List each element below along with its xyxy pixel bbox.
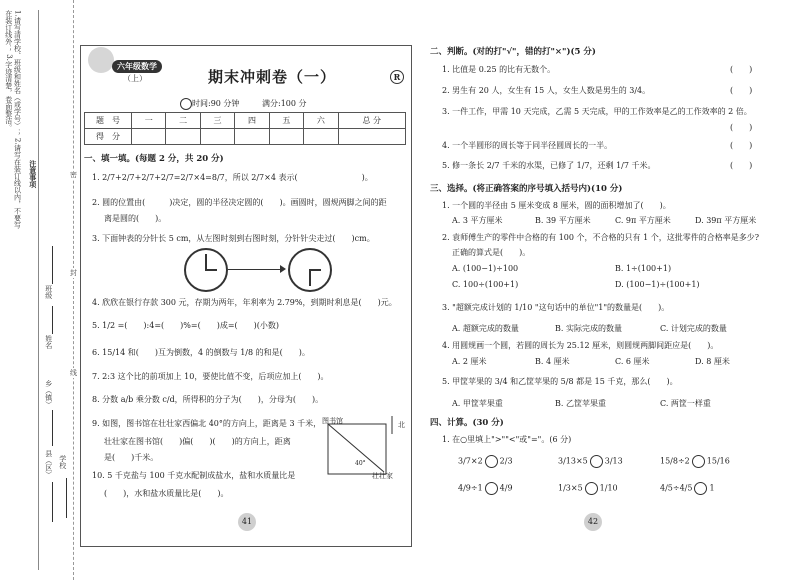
clock-arrow-line — [228, 269, 284, 270]
score-header-cell: 五 — [269, 113, 303, 129]
field-county-line — [52, 482, 53, 522]
question-8: 8. 分数 a/b 乘分数 c/d，所得积的分子为( )，分母为( )。 — [92, 395, 324, 404]
choice-1-opt-d: D. 39π 平方厘米 — [695, 216, 757, 225]
choice-1-opt-a: A. 3 平方厘米 — [452, 216, 503, 225]
cut-mark-3: 线 — [70, 369, 77, 377]
choice-4: 4. 用圆规画一个圆，若圆的周长为 25.12 厘米，则圆规两脚间距应是( )。 — [442, 341, 719, 350]
choice-4-opt-a: A. 2 厘米 — [452, 357, 487, 366]
compare-circle[interactable] — [590, 455, 603, 468]
choice-2-opt-c: C. 100÷(100+1) — [452, 280, 519, 289]
choice-1-opt-c: C. 9π 平方厘米 — [615, 216, 671, 225]
calc-1: 1. 在○里填上">""<"或"="。(6 分) — [442, 435, 572, 444]
score-header-cell: 总 分 — [338, 113, 405, 129]
choice-2-opt-b: B. 1÷(100+1) — [615, 264, 672, 273]
field-class-line — [52, 246, 53, 284]
judge-3-answer[interactable]: ( ) — [730, 123, 753, 132]
compare-item — [458, 455, 513, 468]
compare-right: 2/3 — [499, 456, 513, 466]
field-name: 姓名 — [44, 335, 53, 349]
score-header-cell: 一 — [132, 113, 166, 129]
section-4-heading: 四、计算。(30 分) — [430, 418, 504, 428]
score-header-cell: 六 — [304, 113, 338, 129]
field-town: 乡（镇） — [44, 380, 53, 408]
question-2-cont: 离是圆的( )。 — [104, 214, 167, 223]
score-table — [84, 112, 406, 145]
score-input-cell[interactable] — [304, 129, 338, 145]
choice-1-opt-b: B. 39 平方厘米 — [535, 216, 591, 225]
score-header-cell: 题 号 — [85, 113, 132, 129]
judge-4: 4. 一个半圆形的周长等于同半径圆周长的一半。 — [442, 141, 613, 150]
score-input-cell[interactable] — [269, 129, 303, 145]
choice-5: 5. 甲筐苹果的 3/4 和乙筐苹果的 5/8 都是 15 千克，那么( )。 — [442, 377, 678, 386]
choice-2-opt-d: D. (100−1)÷(100+1) — [615, 280, 700, 289]
compare-right: 4/9 — [499, 483, 513, 493]
compare-circle[interactable] — [694, 482, 707, 495]
choice-2-opt-a: A. (100−1)÷100 — [452, 264, 519, 273]
judge-5-answer[interactable]: ( ) — [730, 161, 753, 170]
choice-4-opt-b: B. 4 厘米 — [535, 357, 570, 366]
question-4: 4. 欣欣在银行存款 300 元，存期为两年，年利率为 2.79%，到期时利息是( )元。 — [92, 298, 397, 307]
judge-5: 5. 修一条长 2/7 千米的水渠，已修了 1/7，还剩 1/7 千米。 — [442, 161, 656, 170]
choice-3: 3. "超额完成计划的 1/10 "这句话中的单位"1"的数量是( )。 — [442, 303, 670, 312]
page-number-left: 41 — [238, 513, 256, 531]
question-7: 7. 2:3 这个比的前项加上 10，要使比值不变，后项应加上( )。 — [92, 372, 329, 381]
field-name-line — [52, 306, 53, 334]
field-school: 学校 — [58, 455, 67, 469]
compare-item — [558, 482, 618, 495]
field-town-line — [52, 410, 53, 446]
compare-left: 4/9÷1 — [458, 483, 483, 493]
section-2-heading: 二、判断。(对的打"√"，错的打"×")(5 分) — [430, 47, 596, 57]
choice-5-opt-c: C. 两筐一样重 — [660, 399, 711, 408]
choice-4-opt-d: D. 8 厘米 — [695, 357, 730, 366]
question-2: 2. 圆的位置由( )决定，圆的半径决定圆的( )。画圆时，圆规两脚之间的距 — [92, 198, 387, 207]
compare-left: 15/8÷2 — [660, 456, 690, 466]
field-class: 班级 — [44, 285, 53, 299]
choice-2: 2. 袁师傅生产的零件中合格的有 100 个，不合格的只有 1 个，这批零件的合格率是多少? — [442, 233, 759, 242]
question-9-cont2: 是( )千米。 — [104, 453, 159, 462]
clock-icon — [180, 98, 192, 110]
compare-item — [558, 455, 623, 468]
notes-text: 1.请写清学校、班级和姓名（或学号）； 2.请写在装订线以内，不要写在装订线外； 3.字迹清楚，卷面整洁。 — [4, 10, 22, 229]
question-3: 3. 下面钟表的分针长 5 cm，从左图时刻到右图时刻，分针针尖走过( )cm。 — [92, 234, 375, 243]
compare-circle[interactable] — [485, 482, 498, 495]
compare-left: 1/3×5 — [558, 483, 583, 493]
compare-item — [458, 482, 513, 495]
compare-right: 3/13 — [604, 456, 623, 466]
exam-total: 满分:100 分 — [262, 99, 307, 108]
score-input-cell[interactable] — [338, 129, 405, 145]
compare-left: 3/7×2 — [458, 456, 483, 466]
question-5: 5. 1/2 =( ):4=( )%=( )成=( )(小数) — [92, 321, 280, 330]
mascot-icon — [88, 47, 114, 73]
judge-4-answer[interactable]: ( ) — [730, 141, 753, 150]
grade-sub: （上） — [123, 74, 147, 83]
choice-2-cont: 正确的算式是( )。 — [452, 248, 531, 257]
grade-badge: 六年级数学 — [112, 60, 162, 73]
score-header-cell: 二 — [166, 113, 200, 129]
question-10: 10. 5 千克盐与 100 千克水配制成盐水，盐和水质量比是 — [92, 471, 296, 480]
choice-3-opt-a: A. 超额完成的数量 — [452, 324, 519, 333]
compare-item — [660, 455, 730, 468]
compare-item — [660, 482, 715, 495]
choice-3-opt-c: C. 计划完成的数量 — [660, 324, 727, 333]
cut-line — [73, 0, 74, 580]
score-input-cell[interactable] — [166, 129, 200, 145]
page-number-right: 42 — [584, 513, 602, 531]
clock-right-icon — [288, 248, 332, 292]
arrow-right-icon — [280, 265, 286, 273]
compare-circle[interactable] — [485, 455, 498, 468]
binding-strip — [0, 0, 76, 580]
choice-3-opt-b: B. 实际完成的数量 — [555, 324, 622, 333]
score-header-cell: 四 — [235, 113, 269, 129]
score-input-cell[interactable] — [132, 129, 166, 145]
score-label-cell: 得 分 — [85, 129, 132, 145]
score-header-cell: 三 — [200, 113, 234, 129]
page-title: 期末冲刺卷（一） — [208, 68, 337, 86]
compare-circle[interactable] — [692, 455, 705, 468]
question-1: 1. 2/7+2/7+2/7+2/7=2/7×4=8/7，所以 2/7×4 表示( )。 — [92, 173, 373, 182]
choice-1: 1. 一个圆的半径由 5 厘米变成 8 厘米，圆的面积增加了( )。 — [442, 201, 671, 210]
choice-5-opt-a: A. 甲筐苹果重 — [452, 399, 503, 408]
notes-label: 注意事项 — [28, 160, 38, 188]
compare-right: 1 — [709, 483, 715, 493]
compare-right: 1/10 — [599, 483, 618, 493]
question-6: 6. 15/14 和( )互为倒数，4 的倒数与 1/8 的和是( )。 — [92, 348, 310, 357]
choice-4-opt-c: C. 6 厘米 — [615, 357, 650, 366]
compare-left: 4/5÷4/5 — [660, 483, 693, 493]
score-input-cell[interactable] — [200, 129, 234, 145]
question-9: 9. 如图，图书馆在壮壮家西偏北 40°的方向上，距离是 3 千米， — [92, 419, 322, 428]
question-10-cont: ( )，水和盐水质量比是( )。 — [104, 489, 229, 498]
choice-5-opt-b: B. 乙筐苹果重 — [555, 399, 606, 408]
section-1-heading: 一、填一填。(每题 2 分，共 20 分) — [84, 154, 224, 164]
exam-time: 时间:90 分钟 — [192, 99, 240, 108]
map-library-label: 图书馆 — [322, 417, 343, 425]
section-3-heading: 三、选择。(将正确答案的序号填入括号内)(10 分) — [430, 184, 623, 194]
field-county: 县（区） — [44, 450, 53, 478]
field-school-line — [66, 478, 67, 518]
compare-circle[interactable] — [585, 482, 598, 495]
judge-1-answer[interactable]: ( ) — [730, 65, 753, 74]
score-input-cell[interactable] — [235, 129, 269, 145]
question-9-cont: 壮壮家在图书馆( )偏( )( )的方向上，距离 — [104, 437, 291, 446]
r-mark-icon: R — [390, 70, 404, 84]
judge-2-answer[interactable]: ( ) — [730, 86, 753, 95]
judge-1: 1. 比值是 0.25 的比有无数个。 — [442, 65, 556, 74]
cut-mark-2: 封 — [70, 269, 77, 277]
compare-right: 15/16 — [706, 456, 730, 466]
strip-divider — [38, 10, 39, 570]
map-angle-label: 40° — [355, 460, 366, 467]
map-north-label: 北 — [398, 421, 405, 429]
map-home-label: 壮壮家 — [372, 472, 393, 480]
judge-2: 2. 男生有 20 人，女生有 15 人，女生人数是男生的 3/4。 — [442, 86, 651, 95]
cut-mark-1: 密 — [70, 171, 77, 179]
judge-3: 3. 一件工作，甲需 10 天完成，乙需 5 天完成，甲的工作效率是乙的工作效率的 2 倍。 — [442, 107, 752, 116]
compare-left: 3/13×5 — [558, 456, 588, 466]
clock-left-icon — [184, 248, 228, 292]
